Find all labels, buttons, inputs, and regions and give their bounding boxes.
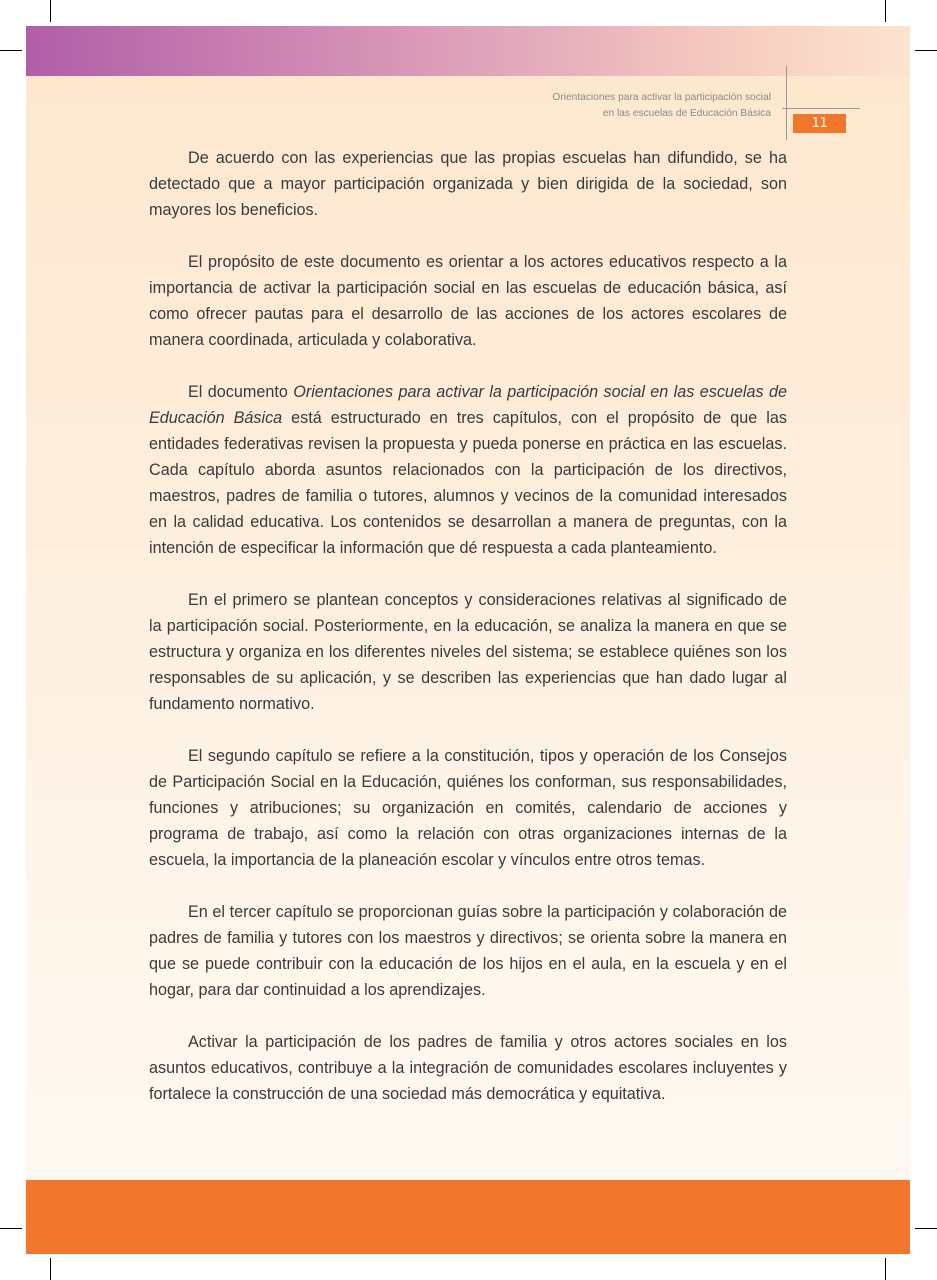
crop-mark: [50, 0, 51, 22]
paragraph-2: El propósito de este documento es orientar a los actores educativos respecto a la importancia de activar la participación social en las escuelas de educación básica, así como ofrecer pautas para el desarrollo de las acciones de los actores escolares de manera coordinada, articulada y colaborativa.: [149, 253, 787, 349]
crop-mark: [0, 50, 22, 51]
paragraph-7: Activar la participación de los padres de familia y otros actores sociales en los asuntos educativos, contribuye a la integración de comunidades escolares incluyentes y fortalece la construcción de una sociedad más democrática y equitativa.: [149, 1033, 787, 1103]
paragraph-3-lead: El documento: [188, 383, 294, 401]
running-header-line-2: en las escuelas de Educación Básica: [602, 108, 771, 119]
document-title-italic: Orientaciones para activar la participación social en las escuelas de Educación Básica: [149, 383, 787, 427]
header-horizontal-rule: [782, 108, 860, 109]
paragraph-3-rest: está estructurado en tres capítulos, con el propósito de que las entidades federativas revisen la propuesta y pueda ponerse en práctica en las escuelas. Cada capítulo aborda asuntos relacionados con la participación de los directivos, maestros, padres de familia o tutores, alumnos y vecinos de la comunidad interesados en la calidad educativa. Los contenidos se desarrollan a manera de preguntas, con la intención de especificar la información que dé respuesta a cada planteamiento.: [149, 409, 787, 557]
body-text: [149, 145, 787, 1133]
document-page: [26, 26, 910, 1254]
crop-mark: [885, 0, 886, 22]
paragraph-1: De acuerdo con las experiencias que las propias escuelas han difundido, se ha detectado que a mayor participación organizada y bien dirigida de la sociedad, son mayores los beneficios.: [149, 149, 787, 219]
crop-mark: [885, 1258, 886, 1280]
paragraph-5: El segundo capítulo se refiere a la constitución, tipos y operación de los Consejos de Participación Social en la Educación, quiénes los conforman, sus responsabilidades, funciones y atribuciones; su organización en comités, calendario de acciones y programa de trabajo, así como la relación con otras organizaciones internas de la escuela, la importancia de la planeación escolar y vínculos entre otros temas.: [149, 747, 787, 869]
crop-mark: [915, 1228, 937, 1229]
paragraph-3: [149, 379, 787, 561]
header-gradient-band: [26, 26, 910, 76]
running-header: [411, 90, 771, 122]
header-vertical-rule: [786, 66, 787, 140]
crop-mark: [50, 1258, 51, 1280]
footer-orange-band: [26, 1180, 910, 1254]
crop-mark: [915, 50, 937, 51]
paragraph-4: En el primero se plantean conceptos y consideraciones relativas al significado de la participación social. Posteriormente, en la educación, se analiza la manera en que se estructura y organiza en los diferentes niveles del sistema; se establece quiénes son los responsables de su aplicación, y se describen las experiencias que han dado lugar al fundamento normativo.: [149, 591, 787, 713]
running-header-line-1: Orientaciones para activar la participación social: [552, 92, 771, 103]
page-number-badge: 11: [793, 114, 846, 133]
crop-mark: [0, 1228, 22, 1229]
paragraph-6: En el tercer capítulo se proporcionan guías sobre la participación y colaboración de padres de familia y tutores con los maestros y directivos; se orienta sobre la manera en que se puede contribuir con la educación de los hijos en el aula, en la escuela y en el hogar, para dar continuidad a los aprendizajes.: [149, 903, 787, 999]
